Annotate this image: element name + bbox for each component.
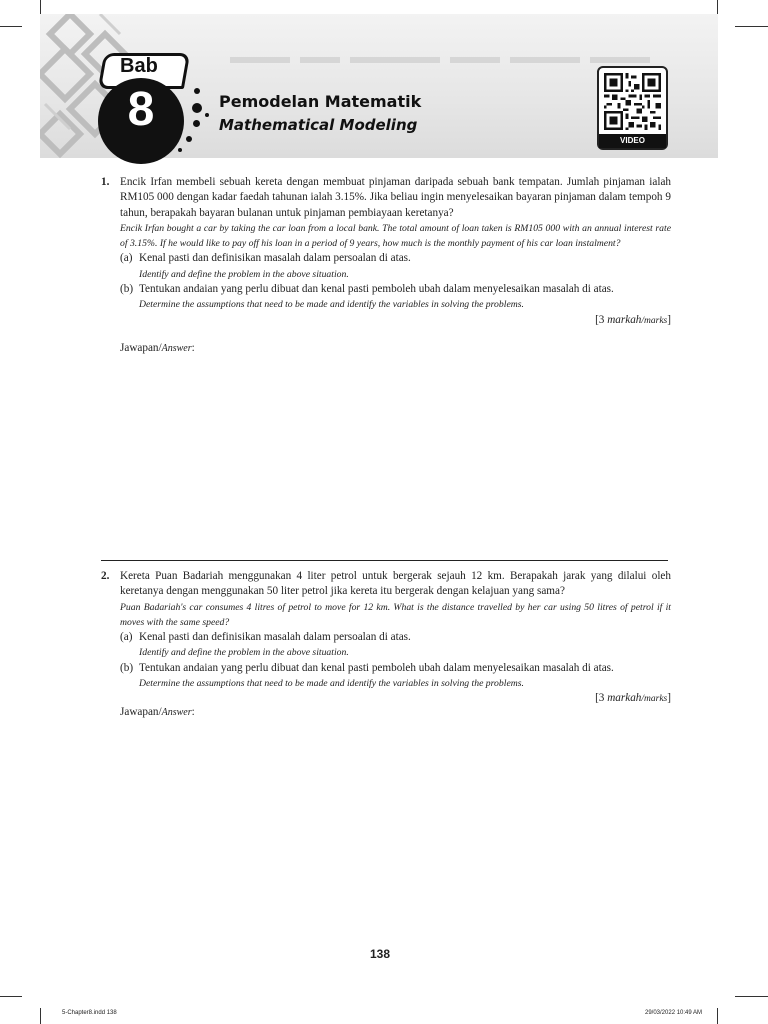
- question-text-english: Puan Badariah's car consumes 4 litres of petrol to move for 12 km. What is the distance travelled by her car using 50 litres of petrol if it moves with the same speed?: [120, 601, 671, 628]
- decorative-dot: [194, 88, 200, 94]
- answer-english: Answer: [161, 343, 192, 354]
- crop-mark: [0, 996, 22, 997]
- bab-label: Bab: [120, 55, 158, 77]
- answer-english: Answer: [161, 707, 192, 718]
- part-b: [120, 282, 671, 313]
- marks-prefix: [3: [595, 692, 608, 705]
- crop-mark: [40, 1008, 41, 1024]
- question-text-english: Encik Irfan bought a car by taking the car loan from a local bank. The total amount of loan taken is RM105 000 with an annual interest rate of 3.15%. If he would like to pay off his loan in a period of 9 years, how much is the monthly payment of his car loan instalment?: [120, 222, 671, 250]
- question-2: [101, 569, 671, 708]
- page-number: 138: [370, 947, 391, 961]
- answer-area-2[interactable]: [101, 724, 668, 934]
- marks-suffix: ]: [667, 313, 671, 326]
- chapter-number: 8: [127, 83, 155, 136]
- footer-file-name: 5-Chapter8.indd 138: [62, 1010, 117, 1016]
- question-1: [101, 175, 671, 329]
- crop-mark: [717, 1008, 718, 1024]
- answer-label-2: [120, 706, 195, 718]
- part-text-malay: Tentukan andaian yang perlu dibuat dan kenal pasti pemboleh ubah dalam menyelesaikan masalah di atas.: [139, 661, 614, 674]
- part-a: [120, 251, 671, 282]
- video-qr-code[interactable]: [597, 66, 668, 150]
- crop-mark: [735, 996, 768, 997]
- decorative-dot: [192, 103, 202, 113]
- chapter-title-english: Mathematical Modeling: [219, 116, 418, 134]
- crop-mark: [0, 26, 22, 27]
- question-text-malay: Kereta Puan Badariah menggunakan 4 liter petrol untuk bergerak sejauh 12 km. Berapakah jarak yang dilalui oleh keretanya dengan menggunakan 50 liter petrol jika kereta itu bergerak dengan kelajuan yang sama?: [120, 570, 671, 598]
- qr-code-icon: [604, 73, 661, 130]
- part-text-malay: Kenal pasti dan definisikan masalah dalam persoalan di atas.: [139, 252, 411, 265]
- decorative-dot: [178, 148, 182, 152]
- part-label: (b): [120, 661, 134, 674]
- answer-colon: :: [191, 706, 195, 718]
- marks-malay: markah: [607, 313, 642, 326]
- marks-suffix: ]: [667, 692, 671, 705]
- crop-mark: [717, 0, 718, 14]
- answer-area-1[interactable]: [101, 360, 668, 555]
- part-text-english: Identify and define the problem in the above situation.: [139, 647, 349, 659]
- part-label: (a): [120, 631, 133, 644]
- marks-english: /marks: [641, 694, 668, 705]
- video-label: VIDEO: [599, 134, 666, 148]
- part-b: [120, 661, 671, 692]
- marks-malay: markah: [607, 692, 642, 705]
- crop-mark: [40, 0, 41, 14]
- marks-english: /marks: [641, 315, 668, 326]
- part-a: [120, 630, 671, 661]
- answer-malay: Jawapan/: [120, 706, 162, 718]
- part-label: (b): [120, 283, 134, 296]
- answer-label-1: [120, 342, 195, 354]
- question-number: 2.: [101, 570, 110, 582]
- part-text-english: Determine the assumptions that need to be made and identify the variables in solving the problems.: [139, 678, 524, 690]
- question-number: 1.: [101, 176, 110, 188]
- crop-mark: [735, 26, 768, 27]
- decorative-dot: [193, 120, 200, 127]
- question-divider: [101, 560, 668, 561]
- decorative-dot: [186, 136, 192, 142]
- answer-malay: Jawapan/: [120, 342, 162, 354]
- part-text-english: Identify and define the problem in the above situation.: [139, 268, 349, 280]
- part-text-malay: Tentukan andaian yang perlu dibuat dan kenal pasti pemboleh ubah dalam menyelesaikan masalah di atas.: [139, 283, 614, 296]
- answer-colon: :: [191, 342, 195, 354]
- footer-timestamp: 29/03/2022 10:49 AM: [645, 1010, 703, 1016]
- part-text-english: Determine the assumptions that need to be made and identify the variables in solving the problems.: [139, 299, 524, 311]
- question-text-malay: Encik Irfan membeli sebuah kereta dengan membuat pinjaman daripada sebuah bank tempatan. Jumlah pinjaman ialah RM105 000 dengan kadar faedah tahunan ialah 3.15%. Jika beliau ingin menyelesaikan bayaran pinjaman dalam tempoh 9 tahun, berapakah bayaran bulanan untuk pinjaman pembiayaan keretanya?: [120, 176, 671, 219]
- chapter-title-malay: Pemodelan Matematik: [219, 92, 422, 111]
- part-text-malay: Kenal pasti dan definisikan masalah dalam persoalan di atas.: [139, 631, 411, 644]
- part-label: (a): [120, 252, 133, 265]
- marks-allocation: [120, 691, 671, 707]
- marks-allocation: [120, 313, 671, 329]
- decorative-dot: [205, 113, 209, 117]
- marks-prefix: [3: [595, 313, 608, 326]
